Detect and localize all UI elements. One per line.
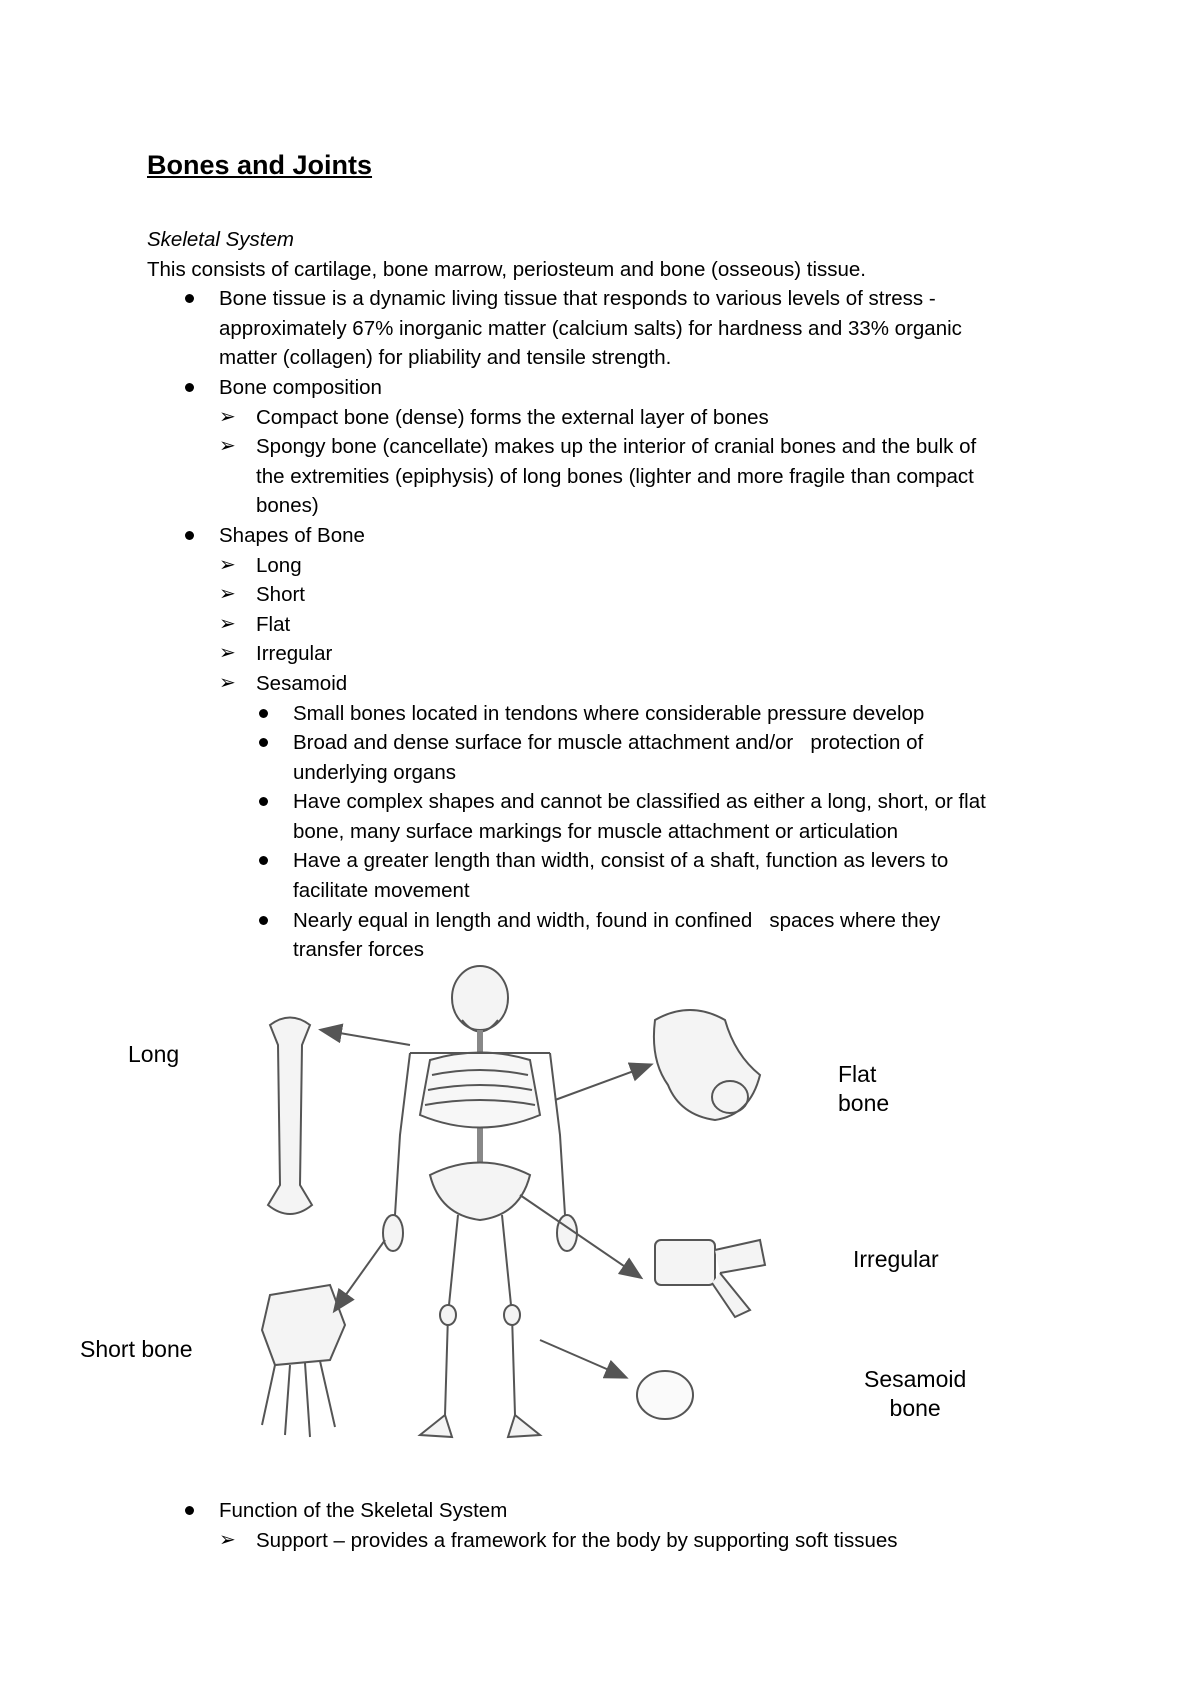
label-sesamoid-line1: Sesamoid [864, 1366, 967, 1392]
pelvis-shape [430, 1163, 530, 1221]
label-flat-line2: bone [838, 1090, 890, 1116]
bullet-icon [259, 856, 268, 865]
bullet-icon [259, 709, 268, 718]
sub-sub-bullet-continuation: transfer forces [293, 938, 425, 962]
sub-sub-bullet-item [147, 728, 1077, 758]
left-knee-shape [440, 1305, 456, 1325]
sub-bullet-item [147, 551, 1077, 581]
sub-bullet-continuation: bones) [256, 494, 319, 518]
bullet-continuation: matter (collagen) for pliability and tensile strength. [219, 346, 672, 370]
bullet-icon [259, 797, 268, 806]
sub-bullet-text: Compact bone (dense) forms the external layer of bones [256, 405, 769, 429]
arrow-short [335, 1240, 385, 1310]
label-irregular: Irregular [853, 1246, 939, 1272]
right-knee-shape [504, 1305, 520, 1325]
arrowhead-icon: ➢ [219, 671, 236, 694]
bullet-item [147, 1496, 1077, 1526]
bullet-icon [185, 1506, 194, 1515]
section-subheading: Skeletal System [147, 228, 294, 251]
bullet-text: Bone composition [219, 375, 382, 399]
label-short-bone: Short bone [80, 1336, 193, 1362]
sub-sub-bullet-item [147, 699, 1077, 729]
sub-sub-bullet-text: Nearly equal in length and width, found in confined spaces where they [293, 908, 941, 932]
left-hand-shape [383, 1215, 403, 1251]
sub-sub-bullet-text: Broad and dense surface for muscle attachment and/or protection of [293, 731, 924, 755]
irregular-bone-process [712, 1240, 765, 1317]
sub-sub-bullet-item [147, 846, 1077, 876]
bullet-icon [185, 294, 194, 303]
sub-sub-bullet-item [147, 906, 1077, 936]
arrowhead-icon: ➢ [219, 435, 236, 458]
sub-bullet-item [147, 669, 1077, 699]
arrow-long [322, 1030, 410, 1045]
page-title: Bones and Joints [147, 150, 373, 180]
sub-bullet-text: Support – provides a framework for the body by supporting soft tissues [256, 1528, 898, 1552]
label-sesamoid-bone [864, 1365, 966, 1423]
sub-bullet-text: Sesamoid [256, 671, 348, 695]
right-arm-shape [550, 1053, 565, 1215]
bullet-icon [185, 531, 194, 540]
sub-bullet-item [147, 403, 1077, 433]
bullet-icon [259, 916, 268, 925]
left-foot-shape [420, 1415, 452, 1437]
sub-bullet-item [147, 432, 1077, 462]
bullet-item [147, 373, 1077, 403]
sub-bullet-item [147, 639, 1077, 669]
skull-shape [452, 966, 508, 1030]
flat-bone-shape [654, 1010, 760, 1120]
arrow-irregular [520, 1195, 640, 1277]
sub-bullet-continuation: the extremities (epiphysis) of long bones (lighter and more fragile than compact [256, 464, 974, 488]
short-bone-fingers [262, 1361, 335, 1437]
sub-bullet-text: Short [256, 583, 305, 607]
sub-sub-bullet-continuation: underlying organs [293, 760, 456, 784]
sub-sub-bullet-text: Have a greater length than width, consist of a shaft, function as levers to [293, 849, 949, 873]
bone-shapes-figure [0, 965, 1200, 1465]
sub-bullet-item [147, 1526, 1077, 1556]
arrowhead-icon: ➢ [219, 642, 236, 665]
sub-bullet-text: Long [256, 553, 302, 577]
bullet-item [147, 521, 1077, 551]
ribcage-shape [420, 1053, 540, 1128]
bullet-item [147, 284, 1077, 314]
left-arm-shape [395, 1053, 410, 1215]
bullet-text: Bone tissue is a dynamic living tissue that responds to various levels of stress - [219, 287, 936, 311]
sub-bullet-text: Irregular [256, 642, 333, 666]
bullet-icon [185, 383, 194, 392]
sub-bullet-item [147, 610, 1077, 640]
label-sesamoid-line2: bone [889, 1395, 941, 1421]
body-text [147, 225, 1077, 965]
arrow-sesamoid [540, 1340, 625, 1377]
sub-sub-bullet-text: Have complex shapes and cannot be classified as either a long, short, or flat [293, 790, 986, 814]
intro-paragraph: This consists of cartilage, bone marrow, periosteum and bone (osseous) tissue. [147, 257, 866, 281]
irregular-bone-body [655, 1240, 715, 1285]
arrowhead-icon: ➢ [219, 553, 236, 576]
long-bone-shape [268, 1018, 312, 1215]
bullet-continuation: approximately 67% inorganic matter (calcium salts) for hardness and 33% organic [219, 316, 962, 340]
sub-sub-bullet-item [147, 787, 1077, 817]
label-flat-line1: Flat [838, 1061, 877, 1087]
short-bone-wrist [262, 1285, 345, 1365]
body-text-continued [147, 1496, 1077, 1555]
sub-sub-bullet-continuation: bone, many surface markings for muscle attachment or articulation [293, 819, 899, 843]
sesamoid-bone-shape [637, 1371, 693, 1419]
sub-sub-bullet-continuation: facilitate movement [293, 879, 470, 903]
arrowhead-icon: ➢ [219, 405, 236, 428]
arrow-flat [555, 1065, 650, 1100]
label-long: Long [128, 1041, 180, 1067]
right-foot-shape [508, 1415, 540, 1437]
sub-sub-bullet-text: Small bones located in tendons where considerable pressure develop [293, 701, 925, 725]
bullet-text: Shapes of Bone [219, 523, 365, 547]
sub-bullet-text: Spongy bone (cancellate) makes up the interior of cranial bones and the bulk of [256, 435, 977, 459]
arrowhead-icon: ➢ [219, 612, 236, 635]
sub-bullet-item [147, 580, 1077, 610]
label-flat-bone [838, 1060, 889, 1118]
sub-bullet-text: Flat [256, 612, 291, 636]
bullet-text: Function of the Skeletal System [219, 1499, 508, 1522]
arrowhead-icon: ➢ [219, 1528, 236, 1551]
bullet-icon [259, 738, 268, 747]
arrowhead-icon: ➢ [219, 583, 236, 606]
skeleton-illustration [0, 965, 1200, 1465]
